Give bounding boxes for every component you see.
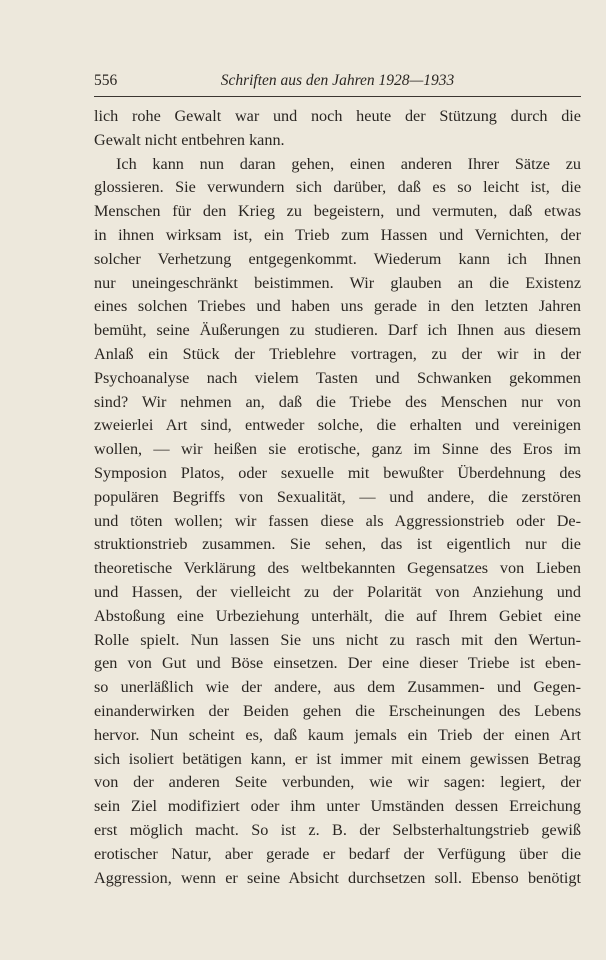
text-line: sein Ziel modifiziert oder ihm unter Umständen dessen Erreichung [94, 797, 581, 816]
running-head: Schriften aus den Jahren 1928—1933 [220, 72, 455, 89]
text-line: Menschen für den Krieg zu begeistern, und vermuten, daß etwas [94, 202, 581, 221]
text-line: und töten wollen; wir fassen diese als Aggressionstrieb oder De- [94, 511, 581, 530]
text-line: hervor. Nun scheint es, daß kaum jemals ein Trieb der einen Art [94, 725, 581, 744]
text-line: Anlaß ein Stück der Trieblehre vortragen, zu der wir in der [94, 344, 581, 363]
text-line: nur uneingeschränkt beistimmen. Wir glauben an die Existenz [94, 273, 581, 292]
text-line: so unerläßlich wie der andere, aus dem Zusammen- und Gegen- [94, 678, 581, 697]
text-line: solcher Verhetzung entgegenkommt. Wiederum kann ich Ihnen [94, 249, 581, 268]
text-line: in ihnen wirksam ist, ein Trieb zum Hassen und Vernichten, der [94, 225, 581, 244]
text-line: Aggression, wenn er seine Absicht durchsetzen soll. Ebenso benötigt [94, 868, 581, 887]
text-line: Abstoßung eine Urbeziehung unterhält, die auf Ihrem Gebiet eine [94, 606, 581, 625]
text-line: Psychoanalyse nach vielem Tasten und Schwanken gekommen [94, 368, 581, 387]
text-line: Rolle spielt. Nun lassen Sie uns nicht zu rasch mit den Wertun- [94, 630, 581, 649]
text-line: lich rohe Gewalt war und noch heute der Stützung durch die [94, 107, 581, 125]
text-line: Gewalt nicht entbehren kann. [94, 130, 285, 149]
page-header [94, 72, 581, 94]
text-line: glossieren. Sie verwundern sich darüber, daß es so leicht ist, die [94, 178, 581, 197]
text-line: wollen, — wir heißen sie erotische, ganz im Sinne des Eros im [94, 440, 581, 459]
text-line: einanderwirken der Beiden gehen die Erscheinungen des Lebens [94, 701, 581, 720]
text-line: gen von Gut und Böse einsetzen. Der eine dieser Triebe ist eben- [94, 654, 581, 673]
text-line: von der anderen Seite verbunden, wie wir sagen: legiert, der [94, 773, 581, 792]
body-text [94, 105, 581, 890]
text-line: populären Begriffs von Sexualität, — und andere, die zerstören [94, 487, 581, 506]
text-line: Symposion Platos, oder sexuelle mit bewußter Überdehnung des [94, 463, 581, 482]
header-rule [94, 96, 581, 97]
text-line: und Hassen, der vielleicht zu der Polarität von Anziehung und [94, 582, 581, 601]
text-line: erotischer Natur, aber gerade er bedarf der Verfügung über die [94, 844, 581, 863]
text-line: zweierlei Art sind, entweder solche, die erhalten und vereinigen [94, 416, 581, 435]
text-line: sind? Wir nehmen an, daß die Triebe des Menschen nur von [94, 392, 581, 411]
text-line: erst möglich macht. So ist z. B. der Selbsterhaltungstrieb gewiß [94, 820, 581, 839]
text-line: struktionstrieb zusammen. Sie sehen, das ist eigentlich nur die [94, 535, 581, 554]
page-number: 556 [94, 72, 118, 89]
text-line: sich isoliert betätigen kann, er ist immer mit einem gewissen Betrag [94, 749, 581, 768]
text-line: bemüht, seine Äußerungen zu studieren. Darf ich Ihnen aus diesem [94, 321, 581, 340]
text-line: theoretische Verklärung des weltbekannten Gegensatzes von Lieben [94, 559, 581, 578]
text-line: Ich kann nun daran gehen, einen anderen Ihrer Sätze zu [116, 154, 581, 173]
text-line: eines solchen Triebes und haben uns gerade in den letzten Jahren [94, 297, 581, 316]
